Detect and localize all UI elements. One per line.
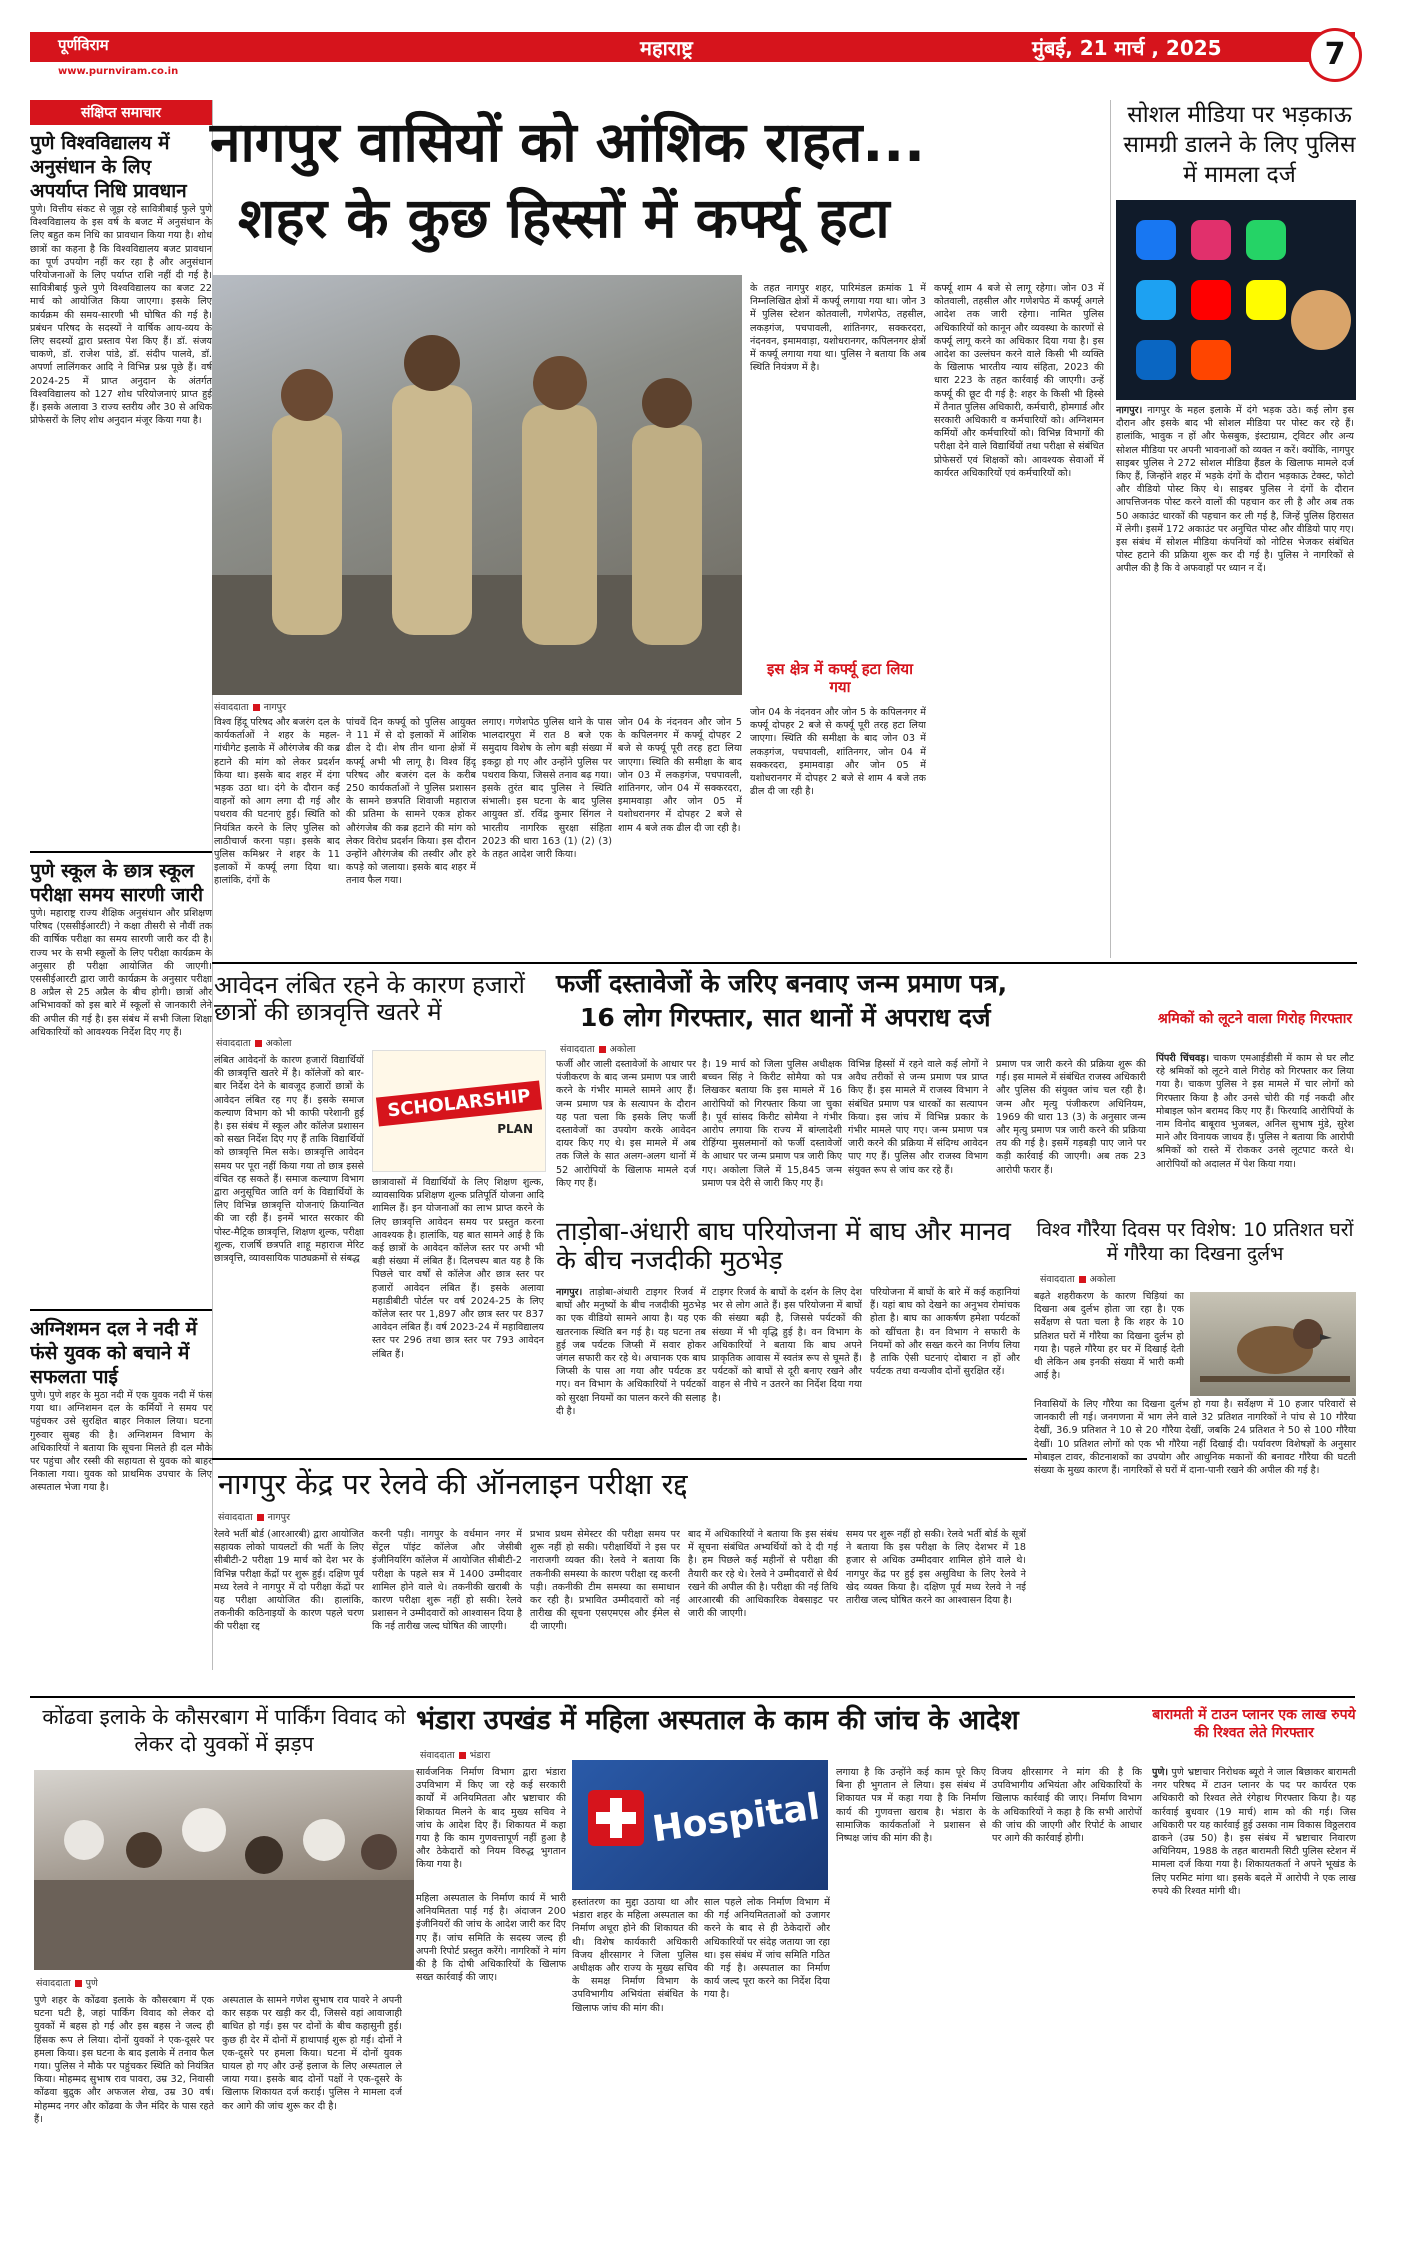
byline-desk: संवाददाता xyxy=(216,1038,251,1049)
section-name: महाराष्ट्र xyxy=(640,36,693,60)
birth-cert-headline-line2: 16 लोग गिरफ्तार, सात थानों में अपराध दर्ज xyxy=(580,1003,991,1032)
scholarship-image-text: SCHOLARSHIP xyxy=(376,1081,542,1127)
social-media-text: नागपुर के महल इलाके में दंगे भड़क उठे। कई लोग इस दौरान और इसके बाद भी सोशल मीडिया पर पोस्ट कर रहे हैं। हालांकि, भावुक न हों और फेसबुक, इंस्टाग्राम, ट्विटर और अन्य सोशल मीडिया पर अपनी भावनाओं को व्यक्त न करें। क्योंकि, नागपुर साइबर पुलिस ने 272 सोशल मीडिया हैंडल के खिलाफ मामले दर्ज किए हैं, जिन्होंने शहर में भड़के दंगों के दौरान भड़काऊ टेक्स्ट, फोटो और वीडियो पोस्ट किए थे। साइबर पुलिस ने दंगों के दौरान आपत्तिजनक पोस्ट करने वालों की पहचान कर ली है और अब तक 50 अकाउंट धारकों की पहचान कर ली गई है, जिन्हें पुलिस हिरासत में लेगी। इसमें 172 अकाउंट पर अनुचित पोस्ट और वीडियो पाए गए। इस संबंध में सोशल मीडिया कंपनियों को नोटिस भेजकर संबंधित पोस्ट हटाने की प्रक्रिया शुरू कर दी गई है। पुलिस ने नागरिकों से अपील की है कि वे अफवाहों पर ध्यान न दें। xyxy=(1116,405,1354,575)
tiger-headline: ताड़ोबा-अंधारी बाघ परियोजना में बाघ और मानव के बीच नजदीकी मुठभेड़ xyxy=(556,1217,1011,1277)
byline-marker xyxy=(255,1040,262,1047)
birth-cert-byline xyxy=(560,1042,636,1055)
lead-subhead: इस क्षेत्र में कर्फ्यू हटा लिया गया xyxy=(767,660,913,696)
railway-col-5: समय पर शुरू नहीं हो सकी। रेलवे भर्ती बोर्ड के सूत्रों ने बताया कि इस परीक्षा के लिए देशभर में 18 हजार से अधिक उम्मीदवार शामिल होने वाले थे। नागपुर केंद्र पर हुई इस असुविधा के लिए रेलवे ने खेद व्यक्त किया है। दक्षिण पूर्व मध्य रेलवे ने नई तारीख जल्द घोषित करने का आश्वासन दिया है। xyxy=(846,1529,1026,1607)
byline-marker xyxy=(253,704,260,711)
scholarship-byline xyxy=(216,1036,292,1049)
railway-headline: नागपुर केंद्र पर रेलवे की ऑनलाइन परीक्षा रद्द xyxy=(218,1467,688,1501)
dateline: मुंबई, 21 मार्च , 2025 xyxy=(1032,36,1222,60)
sparrow-col-2: निवासियों के लिए गौरैया का दिखना दुर्लभ हो गया है। सर्वेक्षण में 10 हजार परिवारों से जानकारी ली गई। जनगणना में भाग लेने वाले 32 प्रतिशत नागरिकों ने पांच से 10 गौरैया देखीं, 36.9 प्रतिशत ने 10 से 20 गौरैया देखीं, जबकि 24 प्रतिशत ने 50 से 100 गौरैया देखीं। 10 प्रतिशत लोगों को एक भी गौरैया नहीं दिखाई दी। पर्यावरण विशेषज्ञों के अनुसार मोबाइल टावर, कीटनाशकों का उपयोग और आधुनिक मकानों की बनावट गौरैया की घटती संख्या के मुख्य कारण हैं। नागरिकों से घरों में दाना-पानी रखने की अपील की गई है। xyxy=(1034,1399,1356,1477)
lead-col-2: पांचवें दिन कर्फ्यू को पुलिस आयुक्त ने 11 में से दो इलाकों में आंशिक ढील दे दी। शेष तीन थाना क्षेत्रों में कर्फ्यू अभी भी लागू है। विश्व हिंदू परिषद और बजरंग दल के करीब 250 कार्यकर्ताओं ने पुलिस प्रशासन के सामने छत्रपति शिवाजी महाराज की प्रतिमा के सामने एकत्र होकर औरंगजेब की कब्र हटाने की मांग को लेकर विरोध प्रदर्शन किया। इस दौरान उन्होंने औरंगजेब की तस्वीर और हरे कपड़े को जलाया। इसके बाद शहर में तनाव फैल गया। xyxy=(346,717,476,887)
police-officers-photo xyxy=(212,275,742,695)
thieves-body xyxy=(1156,1052,1354,1212)
brief-item xyxy=(30,131,212,853)
sparrow-byline xyxy=(1040,1272,1116,1285)
tiger-col-3: परियोजना में बाघों के बारे में कई कहानियां हैं। यहां बाघ को देखने का अनुभव रोमांचक होता है। बाघ का आकर्षण हमेशा पर्यटकों को खींचता है। वन विभाग ने सफारी के नियमों को और सख्त करने का निर्णय लिया है ताकि ऐसी घटनाएं दोबारा न हों और पर्यटक तथा वन्यजीव दोनों सुरक्षित रहें। xyxy=(870,1287,1020,1378)
scholarship-col-1: लंबित आवेदनों के कारण हजारों विद्यार्थियों की छात्रवृत्ति खतरे में है। कॉलेजों को बार-बार निर्देश देने के बावजूद हजारों छात्रों के आवेदन लंबित रह गए हैं। इसके समाज कल्याण विभाग को भी काफी परेशानी हुई है। इस संबंध में स्कूल और कॉलेज प्रशासन को सख्त निर्देश दिए गए हैं ताकि विद्यार्थियों को छात्रवृत्ति मिल सके। छात्रवृत्ति आवेदन समय पर पूरा नहीं किया गया तो छात्र इससे वंचित रह सकते हैं। समाज कल्याण विभाग द्वारा अनुसूचित जाति वर्ग के विद्यार्थियों के लिए विभिन्न छात्रवृत्ति योजनाएं क्रियान्वित की जा रही हैं। इनमें भारत सरकार की पोस्ट-मैट्रिक छात्रवृत्ति, शिक्षण शुल्क, परीक्षा शुल्क, राजर्षि छत्रपति शाहू महाराज मेरिट छात्रवृत्ति, व्यावसायिक पाठ्यक्रमों से संबद्ध xyxy=(214,1055,364,1265)
social-media-body xyxy=(1116,404,1354,958)
birth-cert-col-4: प्रमाण पत्र जारी करने की प्रक्रिया शुरू की गई। इस मामले में संबंधित राजस्व अधिकारी और पुलिस की संयुक्त जांच चल रही है। जन्म और मृत्यु पंजीकरण अधिनियम, 1969 की धारा 13 (3) के अनुसार जन्म और मृत्यु प्रमाण पत्र जारी करने की प्रक्रिया तय की गई है। इसमें गड़बड़ी पाए जाने पर कड़ी कार्रवाई की जाएगी। अब तक 23 आरोपी फरार हैं। xyxy=(996,1059,1146,1176)
byline-marker xyxy=(257,1514,264,1521)
hospital-col-3: हस्तांतरण का मुद्दा उठाया था और भंडारा शहर के महिला अस्पताल का निर्माण अधूरा होने की शिकायत की थी। विशेष कार्यकारी अधिकारी विजय क्षीरसागर ने जिला पुलिस अधीक्षक और राज्य के मुख्य सचिव के समक्ष निर्माण विभाग के उपविभागीय अभियंता संबंधित के खिलाफ जांच की मांग की। xyxy=(572,1897,698,2014)
brief-title: अग्निशमन दल ने नदी में फंसे युवक को बचाने में सफलता पाई xyxy=(30,1318,198,1388)
lead-col-5: कर्फ्यू शाम 4 बजे से लागू रहेगा। जोन 03 में कोतवाली, तहसील और गणेशपेठ में कर्फ्यू अगले आदेश तक जारी रहेगा। नामित पुलिस अधिकारियों को कानून और व्यवस्था के कारणों से कर्फ्यू लागू करने का अधिकार दिया गया है। इस आदेश का उल्लंघन करने वाले किसी भी व्यक्ति के खिलाफ भारतीय न्याय संहिता, 2023 की धारा 223 के तहत कार्रवाई की जाएगी। उन्हें कर्फ्यू की छूट दी गई है: शहर के किसी भी हिस्से में तैनात पुलिस अधिकारी, कर्मचारी, होमगार्ड और सरकारी अधिकारी व कर्मचारियों को। अग्निशमन कर्मियों और कर्मचारियों को। विभिन्न विभागों की परीक्षा देने वाले विद्यार्थियों तथा परीक्षा से संबंधित प्रोफेसरों एवं शिक्षकों को। आवश्यक सेवाओं में कार्यरत अधिकारियों एवं कर्मचारियों को। xyxy=(934,283,1104,479)
brief-title: पुणे विश्वविद्यालय में अनुसंधान के लिए अपर्याप्त निधि प्रावधान xyxy=(30,132,187,202)
kondhwa-headline: कोंढवा इलाके के कौसरबाग में पार्किंग विवाद को लेकर दो युवकों में झड़प xyxy=(42,1705,406,1756)
scholarship-col-2: छात्रावासों में विद्यार्थियों के लिए शिक्षण शुल्क, व्यावसायिक प्रशिक्षण शुल्क प्रतिपूर्ति योजना आदि शामिल हैं। इन योजनाओं का लाभ प्राप्त करने के लिए छात्रवृत्ति आवेदन समय पर प्रस्तुत करना आवश्यक है। हालांकि, यह बात सामने आई है कि कई छात्रों के आवेदन कॉलेज स्तर पर अभी भी बड़ी संख्या में लंबित हैं। दिलचस्प बात यह है कि पिछले चार वर्षों से कॉलेज और छात्र स्तर पर हजारों आवेदन लंबित हैं। इसके अलावा महाडीबीटी पोर्टल पर वर्ष 2024-25 के लिए कॉलेज स्तर पर 1,897 और छात्र स्तर पर 837 आवेदन लंबित हैं। वर्ष 2023-24 में महाविद्यालय स्तर पर 296 तथा छात्र स्तर पर 793 आवेदन लंबित हैं। xyxy=(372,1177,544,1360)
brief-item xyxy=(30,1317,212,1670)
lead-col-4b: जोन 04 के नंदनवन और जोन 5 के कपिलनगर में कर्फ्यू दोपहर 2 बजे से कर्फ्यू पूरी तरह हटा लिया जाएगा। स्थिति की समीक्षा के बाद जोन 03 में लकड़गंज, पचपावली, शांतिनगर, जोन 04 में सक्करदरा, इमामवाड़ा और जोन 05 में यशोधरानगर में दोपहर 2 बजे से शाम 4 बजे तक ढील दी जा रही है। xyxy=(750,707,926,798)
baramati-text: पुणे भ्रष्टाचार निरोधक ब्यूरो ने जाल बिछाकर बारामती नगर परिषद में टाउन प्लानर के पद पर कार्यरत एक अधिकारी को रिश्वत लेते रंगेहाथ गिरफ्तार किया है। यह कार्रवाई बुधवार (19 मार्च) शाम को की गई। जिस अधिकारी पर यह कार्रवाई हुई उसका नाम विकास विठ्ठलराव ढाकने (उम्र 50) है। इस संबंध में भ्रष्टाचार निवारण अधिनियम, 1988 के तहत बारामती सिटी पुलिस स्टेशन में मामला दर्ज किया गया है। शिकायतकर्ता ने अपने भूखंड के लिए परमिट मांगा था। इसके बदले में आरोपी ने एक लाख रुपये की रिश्वत मांगी थी। xyxy=(1152,1767,1356,1897)
baramati-body xyxy=(1152,1766,1356,2232)
lead-col-1: विश्व हिंदू परिषद और बजरंग दल के कार्यकर्ताओं ने शहर के महल-गांधीगेट इलाके में औरंगजेब की कब्र हटाने की मांग को लेकर प्रदर्शन किया था। इसके बाद शहर में दंगा भड़क उठा था। दंगे के दौरान कई वाहनों को आग लगा दी गई और पथराव की घटनाएं हुईं। स्थिति को नियंत्रित करने के लिए पुलिस को लाठीचार्ज करना पड़ा। इसके बाद पुलिस कमिश्नर ने शहर के 11 इलाकों में कर्फ्यू लगा दिया था। हालांकि, दंगों के xyxy=(214,717,340,887)
lead-headline-line1: नागपुर वासियों को आंशिक राहत... xyxy=(210,110,926,174)
lead-col-3: लगाए। गणेशपेठ पुलिस थाने के पास भालदारपुरा में रात 8 बजे एक समुदाय विशेष के लोग बड़ी संख्या में इकट्ठा हो गए और उन्होंने पुलिस पर पथराव किया, जिससे तनाव बढ़ गया। इसके तुरंत बाद पुलिस ने स्थिति संभाली। इस घटना के बाद पुलिस आयुक्त डॉ. रविंद्र कुमार सिंगल ने भारतीय नागरिक सुरक्षा संहिता 2023 की धारा 163 (1) (2) (3) के तहत आदेश जारी किया। xyxy=(482,717,612,861)
lead-byline xyxy=(214,700,286,713)
sparrow-headline: विश्व गौरैया दिवस पर विशेष: 10 प्रतिशत घरों में गौरैया का दिखना दुर्लभ xyxy=(1036,1219,1354,1265)
byline-city: अकोला xyxy=(1089,1274,1116,1285)
railway-col-1: रेलवे भर्ती बोर्ड (आरआरबी) द्वारा आयोजित सहायक लोको पायलटों की भर्ती के लिए सीबीटी-2 परीक्षा 19 मार्च को देश भर के विभिन्न परीक्षा केंद्रों पर शुरू हुई। दक्षिण पूर्व मध्य रेलवे ने नागपुर में दो परीक्षा केंद्रों पर यह परीक्षा आयोजित की। हालांकि, तकनीकी कठिनाइयों के कारण पहले चरण की परीक्षा रद्द xyxy=(214,1529,364,1633)
sparrow-col-1: बढ़ते शहरीकरण के कारण चिड़ियां का दिखना अब दुर्लभ होता जा रहा है। एक सर्वेक्षण से पता चला है कि शहर के 10 प्रतिशत घरों में गौरैया का दिखना दुर्लभ हो गया है। पहले गौरैया हर घर में दिखाई देती थी लेकिन अब इनकी संख्या में भारी कमी आई है। xyxy=(1034,1291,1184,1382)
baramati-headline: बारामती में टाउन प्लानर एक लाख रुपये की रिश्वत लेते गिरफ्तार xyxy=(1152,1707,1356,1741)
page-number: 7 xyxy=(1324,37,1346,72)
byline-marker xyxy=(599,1046,606,1053)
page-number-badge xyxy=(1308,28,1362,82)
brief-body: पुणे। पुणे शहर के मुठा नदी में एक युवक नदी में फंस गया था। अग्निशमन दल के कर्मियों ने समय पर पहुंचकर उसे सुरक्षित बाहर निकाल लिया। घटना गुरुवार सुबह की है। अग्निशमन विभाग के अधिकारियों ने बताया कि सूचना मिलते ही दल मौके पर पहुंचा और रस्सी की सहायता से युवक को बाहर निकाला गया। युवक को प्राथमिक उपचार के लिए अस्पताल भेजा गया है। xyxy=(30,1390,212,1494)
byline-marker xyxy=(1079,1276,1086,1283)
hospital-cross-icon xyxy=(588,1790,644,1846)
hospital-headline: भंडारा उपखंड में महिला अस्पताल के काम की जांच के आदेश xyxy=(416,1705,1019,1736)
section-divider xyxy=(212,962,1357,964)
byline-city: पुणे xyxy=(85,1978,98,1989)
byline-desk: संवाददाता xyxy=(218,1512,253,1523)
byline-desk: संवाददाता xyxy=(420,1750,455,1761)
smartphone-apps-photo xyxy=(1116,200,1356,400)
birth-cert-col-1: फर्जी और जाली दस्तावेजों के आधार पर पंजीकरण के बाद जन्म प्रमाण पत्र जारी करने के गंभीर मामले सामने आए हैं। जन्म प्रमाण पत्र के सत्यापन के दौरान यह पता चला कि इसके लिए फर्जी दस्तावेजों का उपयोग करके आवेदन दायर किए गए थे। इस मामले में अब तक जिले के सात अलग-अलग थानों में 52 आरोपियों के खिलाफ मामले दर्ज किए गए हैं। xyxy=(556,1059,696,1189)
hospital-col-6: विजय क्षीरसागर ने मांग की है कि उपविभागीय अभियंता और अधिकारियों के खिलाफ कार्रवाई की जाए। निर्माण विभाग के अधिकारियों ने कहा है कि सभी आरोपों की जांच की जाएगी और रिपोर्ट के आधार पर आगे की कार्रवाई होगी। xyxy=(992,1767,1142,1845)
hospital-sign-text: Hospital xyxy=(649,1786,823,1851)
lead-headline-line2: शहर के कुछ हिस्सों में कर्फ्यू हटा xyxy=(238,186,890,250)
site-url[interactable]: www.purnviram.co.in xyxy=(58,66,179,77)
crowd-art xyxy=(34,1770,414,1970)
smartphone-apps-art xyxy=(1116,200,1356,400)
sparrow-photo xyxy=(1190,1292,1356,1396)
hospital-col-1: सार्वजनिक निर्माण विभाग द्वारा भंडारा उपविभाग में किए जा रहे कई सरकारी कार्यों में अनियमितता और भ्रष्टाचार की शिकायत मिलने के बाद मुख्य सचिव ने जांच के आदेश दिए हैं। शिकायत में कहा गया है कि काम गुणवत्तापूर्ण नहीं हुआ है और ठेकेदारों को नियम विरुद्ध भुगतान किया गया है। xyxy=(416,1767,566,1871)
byline-marker xyxy=(75,1980,82,1987)
birth-cert-col-2: है। 19 मार्च को जिला पुलिस अधीक्षक बच्चन सिंह ने किरीट सोमैया को पत्र लिखकर बताया कि इस मामले में 16 आरोपियों को गिरफ्तार किया जा चुका है। पूर्व सांसद किरीट सोमैया ने गंभीर आरोप लगाया कि राज्य में बांग्लादेशी रोहिंग्या मुसलमानों को फर्जी दस्तावेजों के आधार पर जन्म प्रमाण पत्र जारी किए गए। अकोला जिले में 15,845 जन्म प्रमाण पत्र देरी से जारी किए गए हैं। xyxy=(702,1059,842,1189)
brand-logo: पूर्णविराम xyxy=(58,36,109,54)
kondhwa-col-2: अस्पताल के सामने गणेश सुभाष राव पावरे ने अपनी कार सड़क पर खड़ी कर दी, जिससे वहां आवाजाही बाधित हो गई। इस पर दोनों के बीच कहासुनी हुई। कुछ ही देर में दोनों में हाथापाई शुरू हो गई। दोनों ने एक-दूसरे पर हमला किया। घटना में दोनों युवक घायल हो गए और उन्हें इलाज के लिए अस्पताल ले जाया गया। इसके बाद दोनों पक्षों ने एक-दूसरे के खिलाफ शिकायत दर्ज कराई। पुलिस ने मामला दर्ज कर आगे की जांच शुरू कर दी है। xyxy=(222,1995,402,2112)
brief-title: पुणे स्कूल के छात्र स्कूल परीक्षा समय सारणी जारी xyxy=(30,860,204,906)
railway-col-4: बाद में अधिकारियों ने बताया कि इस संबंध में सूचना संबंधित अभ्यर्थियों को दे दी गई है। हम पिछले कई महीनों से परीक्षा की तैयारी कर रहे थे। रेलवे ने उम्मीदवारों से धैर्य रखने की अपील की है। परीक्षा की नई तिथि आरआरबी की आधिकारिक वेबसाइट पर जारी की जाएगी। xyxy=(688,1529,838,1620)
social-media-dateline: नागपुर। xyxy=(1116,405,1143,416)
byline-desk: संवाददाता xyxy=(1040,1274,1075,1285)
byline-city: भंडारा xyxy=(469,1750,491,1761)
crowd-photo xyxy=(34,1770,414,1970)
hospital-byline xyxy=(420,1748,490,1761)
thieves-dateline: पिंपरी चिंचवड़। xyxy=(1156,1053,1209,1064)
tiger-col-2: टाइगर रिजर्व के बाघों के दर्शन के लिए देश भर से लोग आते हैं। इस परियोजना में बाघों की संख्या बढ़ी है, जिससे पर्यटकों की संख्या में भी वृद्धि हुई है। वन विभाग के अधिकारियों ने बताया कि बाघ अपने प्राकृतिक आवास में स्वतंत्र रूप से घूमते हैं। पर्यटकों को बाघों से दूरी बनाए रखने और वाहन से नीचे न उतरने का निर्देश दिया गया है। xyxy=(712,1287,862,1404)
tiger-text: ताड़ोबा-अंधारी टाइगर रिजर्व में बाघों और मनुष्यों के बीच नजदीकी मुठभेड़ का एक वीडियो सामने आया है। यह एक खतरनाक स्थिति बन गई है। यह घटना तब हुई जब पर्यटक जिप्सी में सवार होकर जंगल सफारी कर रहे थे। अचानक एक बाघ जिप्सी के पास आ गया और पर्यटक डर गए। वन विभाग के अधिकारियों ने पर्यटकों को सुरक्षा नियमों का पालन करने की सलाह दी है। xyxy=(556,1287,706,1417)
scholarship-headline: आवेदन लंबित रहने के कारण हजारों छात्रों की छात्रवृत्ति खतरे में xyxy=(214,971,525,1026)
section-divider xyxy=(30,1696,1355,1698)
baramati-dateline: पुणे। xyxy=(1152,1767,1169,1778)
hospital-col-4: साल पहले लोक निर्माण विभाग में की गई अनियमितताओं को उजागर करने के बाद से ही ठेकेदारों और अधिकारियों पर संदेह जताया जा रहा था। इस संबंध में जांच समिति गठित की गई है। अस्पताल का निर्माण कार्य जल्द पूरा करने का निर्देश दिया गया है। xyxy=(704,1897,830,2001)
kondhwa-col-1: पुणे शहर के कोंढवा इलाके के कौसरबाग में एक घटना घटी है, जहां पार्किंग विवाद को लेकर दो युवकों में बहस हो गई और इस बहस ने जल्द ही हिंसक रूप ले लिया। दोनों युवकों ने एक-दूसरे पर हमला किया। इस घटना के बाद इलाके में तनाव फैल गया। पुलिस ने मौके पर पहुंचकर स्थिति को नियंत्रित किया। मोहम्मद सुभाष राव पावरा, उम्र 32, निवासी कोंढवा बुद्रुक और अफजल शेख, उम्र 30 वर्ष। मोहम्मद नगर और कोंढवा के जैन मंदिर के पास रहते हैं। xyxy=(34,1995,214,2125)
sidebar-header: संक्षिप्त समाचार xyxy=(30,100,212,125)
byline-city: अकोला xyxy=(609,1044,636,1055)
lead-col-3b: जोन 04 के नंदनवन और जोन 5 के कपिलनगर में कर्फ्यू दोपहर 2 बजे से कर्फ्यू पूरी तरह हटा लिया जाएगा। स्थिति की समीक्षा के बाद जोन 03 में लकड़गंज, पचपावली, शांतिनगर, जोन 04 में सक्करदरा, इमामवाड़ा और जोन 05 में यशोधरानगर में दोपहर 2 बजे से शाम 4 बजे तक ढील दी जा रही है। xyxy=(618,717,742,834)
railway-byline xyxy=(218,1510,290,1523)
thieves-text: चाकण एमआईडीसी में काम से घर लौट रहे श्रमिकों को लूटने वाले गिरोह को गिरफ्तार कर लिया गया है। चाकण पुलिस ने इस मामले में चार लोगों को गिरफ्तार किया है और उनसे चोरी की गई नकदी और मोबाइल फोन बरामद किए गए हैं। फिरयादि आरोपियों के नाम विनोद बाबूराव भुजबल, अनिल सुभाष मुंडे, सुरेश माने और विनायक जाधव हैं। पुलिस ने बताया कि आरोपी श्रमिकों को रास्ते में रोककर उनसे लूटपाट करते थे। आरोपियों को अदालत में पेश किया गया। xyxy=(1156,1053,1354,1170)
byline-desk: संवाददाता xyxy=(214,702,249,713)
scholarship-image xyxy=(372,1050,546,1172)
byline-city: अकोला xyxy=(265,1038,292,1049)
social-media-headline: सोशल मीडिया पर भड़काऊ सामग्री डालने के लिए पुलिस में मामला दर्ज xyxy=(1123,102,1356,188)
scholarship-image-subtext: PLAN xyxy=(497,1122,533,1136)
byline-city: नागपुर xyxy=(267,1512,290,1523)
kondhwa-byline xyxy=(36,1976,98,1989)
thieves-headline: श्रमिकों को लूटने वाला गिरोह गिरफ्तार xyxy=(1157,1011,1353,1027)
sparrow-art xyxy=(1190,1292,1356,1396)
byline-marker xyxy=(459,1752,466,1759)
hospital-col-2: महिला अस्पताल के निर्माण कार्य में भारी अनियमितता पाई गई है। अंदाजन 200 इंजीनियरों की जांच के आदेश जारी कर दिए गए हैं। जांच समिति के सदस्य जल्द ही अपनी रिपोर्ट प्रस्तुत करेंगे। नागरिकों ने मांग की है कि दोषी अधिकारियों के खिलाफ सख्त कार्रवाई की जाए। xyxy=(416,1893,566,1984)
section-divider xyxy=(212,1458,1027,1460)
tiger-col-1 xyxy=(556,1286,706,1452)
sidebar-briefs xyxy=(30,100,213,1670)
brief-item xyxy=(30,859,212,1311)
brief-body: पुणे। महाराष्ट्र राज्य शैक्षिक अनुसंधान और प्रशिक्षण परिषद (एससीईआरटी) ने कक्षा तीसरी से नौवीं तक की वार्षिक परीक्षा का समय सारणी जारी कर दी है। राज्य भर के सभी स्कूलों के लिए परीक्षा कार्यक्रम के अनुसार ही परीक्षा आयोजित की जाएगी। एससीईआरटी द्वारा जारी कार्यक्रम के अनुसार परीक्षा 8 अप्रैल से 25 अप्रैल के बीच होगी। छात्रों और अभिभावकों को इस बारे में स्कूलों से जानकारी लेने की अपील की गई है। इस संबंध में सभी जिला शिक्षा अधिकारियों को आवश्यक निर्देश दिए गए हैं। xyxy=(30,908,212,1038)
brief-body: पुणे। वित्तीय संकट से जूझ रहे सावित्रीबाई फुले पुणे विश्वविद्यालय के इस वर्ष के बजट में अनुसंधान के लिए बहुत कम निधि का प्रावधान किया गया है। शोध छात्रों का कहना है कि विश्वविद्यालय बजट प्रावधान का पूर्ण उपयोग नहीं कर रहा है और अनुसंधान परियोजनाओं के लिए पर्याप्त राशि नहीं दी गई है। सावित्रीबाई फुले पुणे विश्वविद्यालय का बजट 22 मार्च को आयोजित किया जाएगा। इसके लिए कार्यक्रम की समय-सारणी भी घोषित की गई है। प्रबंधन परिषद के सदस्यों ने वार्षिक आय-व्यय के लिए सदस्यों द्वारा प्रस्ताव पेश किए हैं। डॉ. संजय चाकणे, डॉ. राजेश पांडे, डॉ. संदीप पालवे, डॉ. अपर्णा लालिंगकर आदि ने विभिन्न प्रश्न पूछे हैं। वर्ष 2024-25 में प्राप्त अनुदान के अंतर्गत विश्वविद्यालय को 127 शोध परियोजनाएं प्राप्त हुई हैं। इसके अलावा 3 राज्य स्तरीय और 30 से अधिक प्रोफेसरों के लिए शोध अनुदान मंजूर किया गया है। xyxy=(30,204,212,427)
byline-city: नागपुर xyxy=(263,702,286,713)
birth-cert-headline-line1: फर्जी दस्तावेजों के जरिए बनवाए जन्म प्रमाण पत्र, xyxy=(556,969,1008,998)
hospital-col-5: लगाया है कि उन्होंने कई काम पूरे किए बिना ही भुगतान ले लिया। इस संबंध में शिकायत पत्र में कहा गया है कि निर्माण कार्य की गुणवत्ता खराब है। भंडारा के सामाजिक कार्यकर्ताओं ने प्रशासन से निष्पक्ष जांच की मांग की है। xyxy=(836,1767,986,1845)
lead-col-4: के तहत नागपुर शहर, पारिमंडल क्रमांक 1 में निम्नलिखित क्षेत्रों में कर्फ्यू लगाया गया था। जोन 3 में पुलिस स्टेशन कोतवाली, गणेशपेठ, तहसील, लकड़गंज, पचपावली, शांतिनगर, सक्करदरा, नंदनवन, इमामवाड़ा, यशोधरानगर, कपिलनगर क्षेत्रों में कर्फ्यू लगाया गया था। पुलिस ने बताया कि अब स्थिति नियंत्रण में है। xyxy=(750,283,926,374)
railway-col-3: प्रभाव प्रथम सेमेस्टर की परीक्षा समय पर शुरू नहीं हो सकी। परीक्षार्थियों ने इस पर नाराजगी व्यक्त की। रेलवे ने बताया कि तकनीकी समस्या के कारण परीक्षा रद्द करनी पड़ी। तकनीकी टीम समस्या का समाधान कर रही है। प्रभावित उम्मीदवारों को नई तारीख की सूचना एसएमएस और ईमेल से दी जाएगी। xyxy=(530,1529,680,1633)
police-officers-photo-art xyxy=(212,275,742,695)
railway-col-2: करनी पड़ी। नागपुर के वर्धमान नगर में सेंट्रल पॉइंट कॉलेज और जेसीबी इंजीनियरिंग कॉलेज में आयोजित सीबीटी-2 परीक्षा के पहले सत्र में 1400 उम्मीदवार शामिल होने वाले थे। तकनीकी खराबी के कारण परीक्षा शुरू नहीं हो सकी। रेलवे प्रशासन ने उम्मीदवारों को आश्वासन दिया है कि नई तारीख जल्द घोषित की जाएगी। xyxy=(372,1529,522,1633)
hospital-sign-image xyxy=(572,1760,828,1890)
byline-desk: संवाददाता xyxy=(36,1978,71,1989)
birth-cert-col-3: विभिन्न हिस्सों में रहने वाले कई लोगों ने अवैध तरीकों से जन्म प्रमाण पत्र प्राप्त किए हैं। इस मामले में राजस्व विभाग ने संबंधित प्रमाण पत्र धारकों का सत्यापन किया। इस जांच में विभिन्न प्रकार के गंभीर मामले पाए गए। जन्म प्रमाण पत्र जारी करने की प्रक्रिया में संदिग्ध आवेदन पाए गए हैं। पुलिस और राजस्व विभाग संयुक्त रूप से जांच कर रहे हैं। xyxy=(848,1059,988,1176)
tiger-dateline: नागपुर। xyxy=(556,1287,583,1298)
byline-desk: संवाददाता xyxy=(560,1044,595,1055)
